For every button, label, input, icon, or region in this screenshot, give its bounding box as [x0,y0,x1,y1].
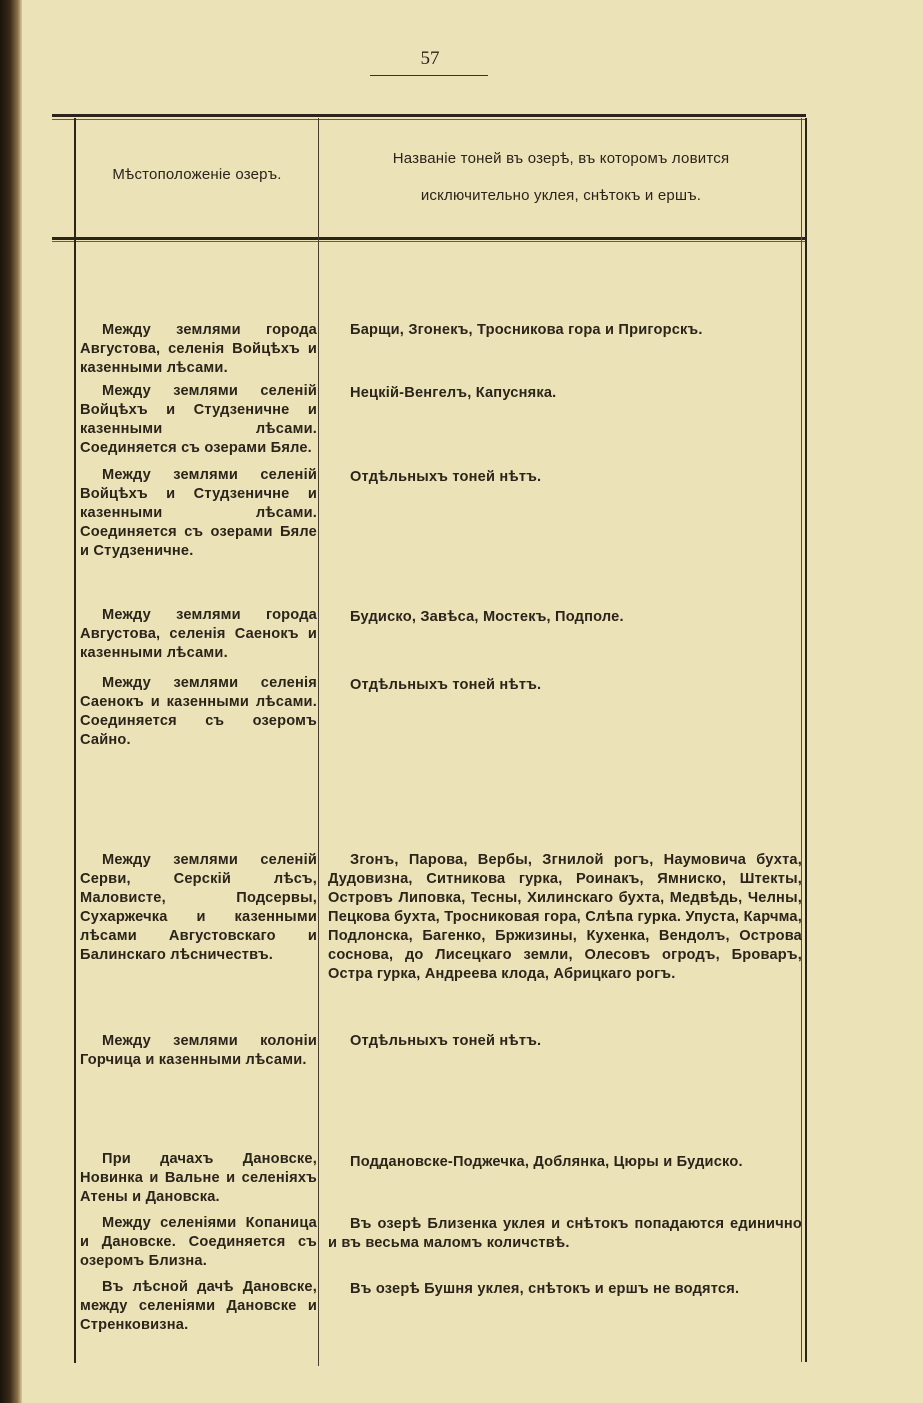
header-location: Мѣстоположеніе озеръ. [112,166,282,183]
table-row-5-names: Отдѣльныхъ тоней нѣтъ. [350,677,542,693]
table-row-7-names: Отдѣльныхъ тоней нѣтъ. [350,1033,542,1049]
book-spine-shadow [0,0,22,1403]
table-row-1-location: Между землями города Августова, селенія Войцѣхъ и казенными лѣсами. [80,322,317,376]
table-right-border-inner [801,118,802,1362]
table-row-6-names: Згонъ, Парова, Вербы, Згнилой рогъ, Наумовича бухта, Дудовизна, Ситникова гурка, Роинакъ, Ямниско, Штекты, Островъ Липовка, Тесны, Хилинскаго бухта, Медвѣдь, Челны, Пецкова бухта, Тросниковая гора, Слѣпа гурка. Упуста, Карчма, Подлонска, Багенко, Бржизины, Кухенка, Вендолъ, Острова соснова, до Лисецкаго земли, Олесовъ огродъ, Броваръ, Остра гурка, Андреева клода, Абрицкаго рогъ. [328,852,802,982]
table-top-rule [52,114,806,117]
table-row-7-location: Между землями колоніи Горчица и казенными лѣсами. [80,1033,317,1068]
table-right-border [805,118,807,1362]
table-row-9-names: Въ озерѣ Близенка уклея и снѣтокъ попадаются единично и въ весьма маломъ количствѣ. [328,1216,802,1251]
table-top-rule-thin [52,119,806,120]
table-row-3-location: Между землями селеній Войцѣхъ и Студзеничне и казенными лѣсами. Соединяется съ озерами Бяле и Студзеничне. [80,467,317,559]
table-row-9-location: Между селеніями Копаница и Дановске. Соединяется съ озеромъ Близна. [80,1215,317,1269]
table-left-border [74,118,76,1363]
table-row-2-names: Нецкій-Венгелъ, Капусняка. [350,385,557,401]
table-row-6-location: Между землями селеній Серви, Серскій лѣсъ, Маловисте, Подсервы, Сухаржечка и казенными лѣсами Августовскаго и Балинскаго лѣсничествъ. [80,852,317,963]
column-divider [318,118,319,1366]
header-bottom-rule [52,237,806,240]
header-names-line2: исключительно уклея, снѣтокъ и ершъ. [420,187,702,204]
table-row-10-names: Въ озерѣ Бушня уклея, снѣтокъ и ершъ не водятся. [350,1281,740,1297]
table-row-4-names: Будиско, Завѣса, Мостекъ, Подполе. [350,609,624,625]
page-number: 57 [420,48,440,69]
header-bottom-rule-thin [52,241,806,242]
header-names-line1: Названіе тоней въ озерѣ, въ которомъ ловится [392,150,730,167]
table-row-8-names: Поддановске-Поджечка, Доблянка, Цюры и Будиско. [350,1154,743,1170]
table-row-1-names: Барщи, Згонекъ, Тросникова гора и Пригорскъ. [350,322,703,338]
table-row-4-location: Между землями города Августова, селенія Саенокъ и казенными лѣсами. [80,607,317,661]
table-row-2-location: Между землями селеній Войцѣхъ и Студзеничне и казенными лѣсами. Соединяется съ озерами Бяле. [80,383,317,456]
table-row-3-names: Отдѣльныхъ тоней нѣтъ. [350,469,542,485]
table-row-5-location: Между землями селенія Саенокъ и казенными лѣсами. Соединяется съ озеромъ Сайно. [80,675,317,748]
table-row-8-location: При дачахъ Дановске, Новинка и Вальне и селеніяхъ Атены и Дановска. [80,1151,317,1205]
table-row-10-location: Въ лѣсной дачѣ Дановске, между селеніями Дановске и Стренковизна. [80,1279,317,1333]
page-number-rule [370,75,488,76]
